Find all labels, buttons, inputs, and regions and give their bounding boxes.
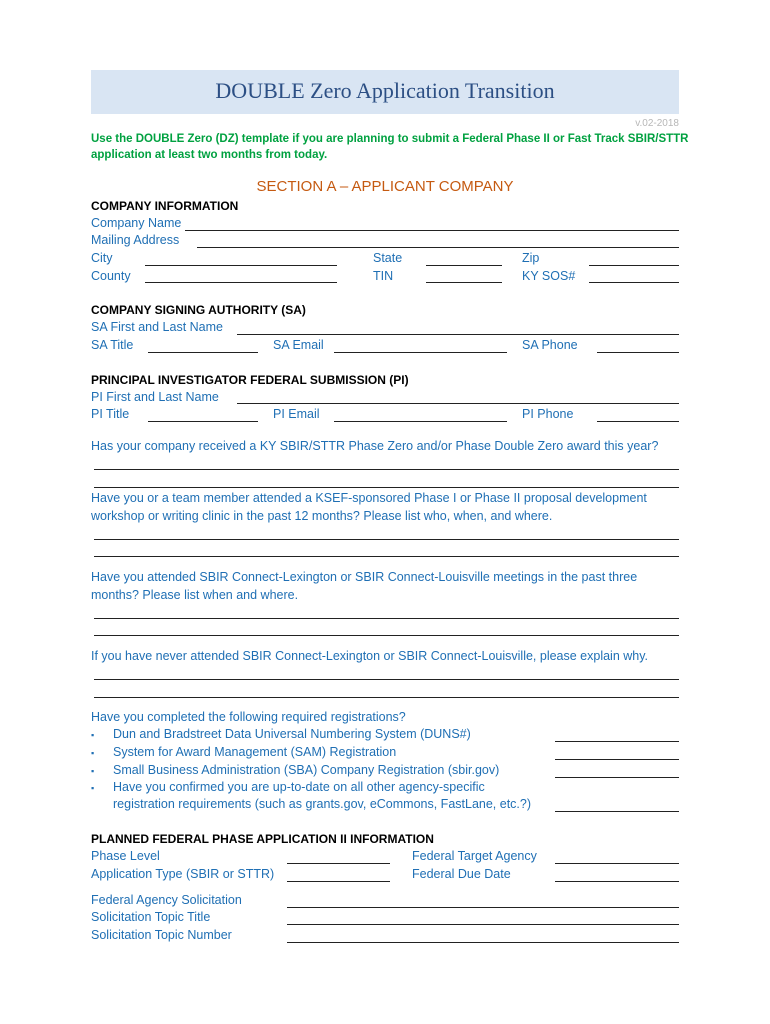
intro-text: Use the DOUBLE Zero (DZ) template if you are planning to submit a Federal Phase II or Fast Track SBIR/STTR application at least two months from today.	[91, 133, 689, 161]
registration-item: Have you confirmed you are up-to-date on all other agency-specific	[113, 780, 485, 794]
question-workshop-line2: workshop or writing clinic in the past 12 months? Please list who, when, and where.	[91, 509, 553, 523]
registration-duns-field[interactable]	[555, 741, 679, 742]
application-type-field[interactable]	[287, 881, 390, 882]
pi-email-label: PI Email	[273, 407, 320, 421]
target-agency-field[interactable]	[555, 863, 679, 864]
solicitation-label: Federal Agency Solicitation	[91, 893, 242, 907]
application-type-label: Application Type (SBIR or STTR)	[91, 867, 275, 881]
county-label: County	[91, 269, 131, 283]
question-meetings-line1: Have you attended SBIR Connect-Lexington or SBIR Connect-Louisville meetings in the past three	[91, 570, 638, 584]
answer-line[interactable]	[94, 539, 679, 540]
sa-name-field[interactable]	[237, 334, 679, 335]
mailing-address-label: Mailing Address	[91, 233, 180, 247]
answer-line[interactable]	[94, 697, 679, 698]
topic-number-field[interactable]	[287, 942, 679, 943]
county-field[interactable]	[145, 282, 337, 283]
state-label: State	[373, 251, 403, 265]
sa-phone-field[interactable]	[597, 352, 679, 353]
planned-heading: PLANNED FEDERAL PHASE APPLICATION II INFORMATION	[91, 832, 434, 846]
topic-title-field[interactable]	[287, 924, 679, 925]
company-name-field[interactable]	[185, 230, 679, 231]
zip-field[interactable]	[589, 265, 679, 266]
zip-label: Zip	[522, 251, 540, 265]
question-award: Has your company received a KY SBIR/STTR Phase Zero and/or Phase Double Zero award this year?	[91, 439, 659, 453]
pi-title-label: PI Title	[91, 407, 130, 421]
sa-name-label: SA First and Last Name	[91, 320, 224, 334]
phase-level-label: Phase Level	[91, 849, 160, 863]
registration-item: Dun and Bradstreet Data Universal Numbering System (DUNS#)	[113, 727, 471, 741]
registration-item: System for Award Management (SAM) Registration	[113, 745, 397, 759]
tin-label: TIN	[373, 269, 394, 283]
registrations-heading: Have you completed the following required registrations?	[91, 710, 406, 724]
sa-email-label: SA Email	[273, 338, 324, 352]
sa-email-field[interactable]	[334, 352, 507, 353]
target-agency-label: Federal Target Agency	[412, 849, 537, 863]
section-heading: SECTION A – APPLICANT COMPANY	[256, 178, 514, 195]
due-date-label: Federal Due Date	[412, 867, 511, 881]
state-field[interactable]	[426, 265, 502, 266]
answer-line[interactable]	[94, 469, 679, 470]
sa-title-field[interactable]	[148, 352, 258, 353]
sa-heading: COMPANY SIGNING AUTHORITY (SA)	[91, 303, 306, 317]
version-label: v.02-2018	[635, 118, 679, 129]
pi-email-field[interactable]	[334, 421, 507, 422]
ky-sos-label: KY SOS#	[522, 269, 576, 283]
title-banner	[91, 70, 679, 114]
bullet-icon: ▪	[91, 730, 95, 740]
topic-number-label: Solicitation Topic Number	[91, 928, 232, 942]
phase-level-field[interactable]	[287, 863, 390, 864]
sa-title-label: SA Title	[91, 338, 134, 352]
ky-sos-field[interactable]	[589, 282, 679, 283]
pi-title-field[interactable]	[148, 421, 258, 422]
company-name-label: Company Name	[91, 216, 182, 230]
registration-item-continued: registration requirements (such as grants.gov, eCommons, FastLane, etc.?)	[113, 797, 532, 811]
pi-name-label: PI First and Last Name	[91, 390, 219, 404]
pi-heading: PRINCIPAL INVESTIGATOR FEDERAL SUBMISSION (PI)	[91, 373, 409, 387]
answer-line[interactable]	[94, 679, 679, 680]
bullet-icon: ▪	[91, 766, 95, 776]
question-workshop-line1: Have you or a team member attended a KSEF-sponsored Phase I or Phase II proposal development	[91, 491, 647, 505]
page-title: DOUBLE Zero Application Transition	[215, 78, 555, 103]
mailing-address-field[interactable]	[197, 247, 679, 248]
question-meetings-line2: months? Please list when and where.	[91, 588, 299, 602]
registration-other-field[interactable]	[555, 811, 679, 812]
answer-line[interactable]	[94, 635, 679, 636]
answer-line[interactable]	[94, 487, 679, 488]
registration-item: Small Business Administration (SBA) Company Registration (sbir.gov)	[113, 763, 500, 777]
topic-title-label: Solicitation Topic Title	[91, 910, 211, 924]
question-never-attended: If you have never attended SBIR Connect-Lexington or SBIR Connect-Louisville, please explain why.	[91, 649, 649, 663]
sa-phone-label: SA Phone	[522, 338, 578, 352]
company-info-heading: COMPANY INFORMATION	[91, 199, 239, 213]
due-date-field[interactable]	[555, 881, 679, 882]
registration-sam-field[interactable]	[555, 759, 679, 760]
tin-field[interactable]	[426, 282, 502, 283]
registration-sba-field[interactable]	[555, 777, 679, 778]
solicitation-field[interactable]	[287, 907, 679, 908]
pi-phone-field[interactable]	[597, 421, 679, 422]
city-label: City	[91, 251, 113, 265]
pi-name-field[interactable]	[237, 403, 679, 404]
pi-phone-label: PI Phone	[522, 407, 574, 421]
bullet-icon: ▪	[91, 748, 95, 758]
answer-line[interactable]	[94, 618, 679, 619]
bullet-icon: ▪	[91, 783, 95, 793]
answer-line[interactable]	[94, 556, 679, 557]
city-field[interactable]	[145, 265, 337, 266]
